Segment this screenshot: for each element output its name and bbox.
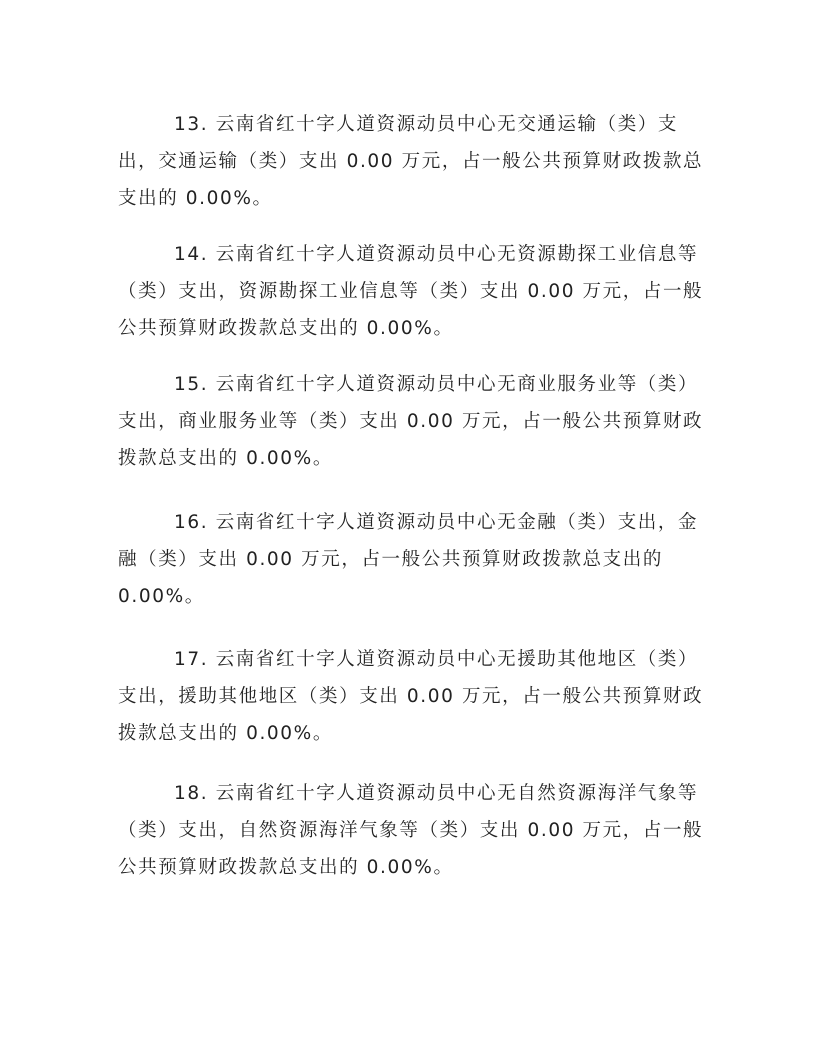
paragraph-line: （类）支出，自然资源海洋气象等（类）支出 0.00 万元，占一般	[118, 820, 704, 841]
paragraph-line: 支出，商业服务业等（类）支出 0.00 万元，占一般公共预算财政	[118, 411, 704, 432]
paragraph-line: 公共预算财政拨款总支出的 0.00%。	[118, 318, 454, 339]
paragraph-17-aid-other-regions	[118, 641, 704, 752]
paragraph-line: 13. 云南省红十字人道资源动员中心无交通运输（类）支	[174, 114, 679, 135]
paragraph-line: 融（类）支出 0.00 万元，占一般公共预算财政拨款总支出的	[118, 549, 663, 570]
paragraph-line: 出，交通运输（类）支出 0.00 万元，占一般公共预算财政拨款总	[118, 151, 704, 172]
paragraph-line: 14. 云南省红十字人道资源动员中心无资源勘探工业信息等	[174, 244, 699, 265]
paragraph-14-resource-exploration	[118, 236, 704, 347]
paragraph-line: 拨款总支出的 0.00%。	[118, 448, 333, 469]
paragraph-line: 18. 云南省红十字人道资源动员中心无自然资源海洋气象等	[174, 783, 699, 804]
paragraph-18-natural-resources-ocean-meteorology	[118, 775, 704, 886]
paragraph-line: 16. 云南省红十字人道资源动员中心无金融（类）支出，金	[174, 512, 699, 533]
paragraph-16-finance	[118, 504, 698, 615]
paragraph-line: （类）支出，资源勘探工业信息等（类）支出 0.00 万元，占一般	[118, 281, 704, 302]
paragraph-line: 支出的 0.00%。	[118, 188, 273, 209]
paragraph-line: 17. 云南省红十字人道资源动员中心无援助其他地区（类）	[174, 649, 699, 670]
paragraph-line: 公共预算财政拨款总支出的 0.00%。	[118, 857, 454, 878]
paragraph-line: 拨款总支出的 0.00%。	[118, 723, 333, 744]
paragraph-line: 15. 云南省红十字人道资源动员中心无商业服务业等（类）	[174, 374, 699, 395]
paragraph-15-commerce-services	[118, 366, 704, 477]
paragraph-line: 0.00%。	[118, 586, 205, 607]
paragraph-13-transportation	[118, 106, 704, 217]
paragraph-line: 支出，援助其他地区（类）支出 0.00 万元，占一般公共预算财政	[118, 686, 704, 707]
